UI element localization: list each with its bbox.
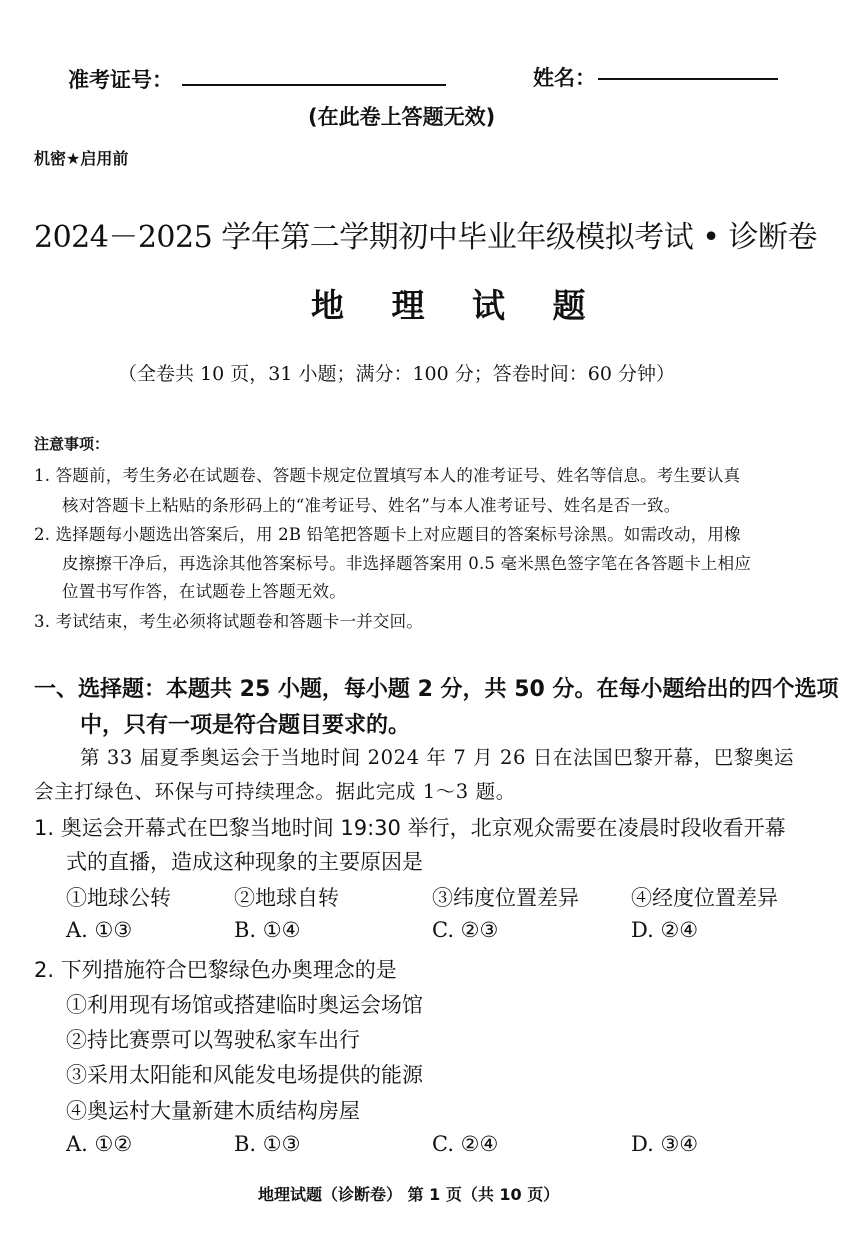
exam-title: 2024－2025 学年第二学期初中毕业年级模拟考试 • 诊断卷 bbox=[34, 220, 817, 255]
note-line-1: 1. 答题前，考生务必在试题卷、答题卡规定位置填写本人的准考证号、姓名等信息。考生要认真 bbox=[34, 466, 741, 485]
subject-title: 地 理 试 题 bbox=[311, 286, 604, 325]
q2-choice-c[interactable]: C. ②④ bbox=[432, 1132, 499, 1156]
q1-stem-line-2: 式的直播，造成这种现象的主要原因是 bbox=[66, 850, 423, 874]
note-line-2: 核对答题卡上粘贴的条形码上的“准考证号、姓名”与本人准考证号、姓名是否一致。 bbox=[62, 496, 681, 515]
invalid-answer-note: (在此卷上答题无效) bbox=[308, 105, 496, 129]
q2-choice-b[interactable]: B. ①③ bbox=[234, 1132, 301, 1156]
q1-item-4: ④经度位置差异 bbox=[631, 886, 778, 910]
note-line-4: 皮擦擦干净后，再选涂其他答案标号。非选择题答案用 0.5 毫米黑色签字笔在各答题卡上相应 bbox=[62, 554, 752, 573]
q1-choice-d[interactable]: D. ②④ bbox=[631, 918, 699, 942]
notes-heading: 注意事项： bbox=[34, 435, 110, 453]
q1-choice-b[interactable]: B. ①④ bbox=[234, 918, 301, 942]
note-line-6: 3. 考试结束，考生必须将试题卷和答题卡一并交回。 bbox=[34, 612, 423, 631]
q2-stem-line-1: 2. 下列措施符合巴黎绿色办奥理念的是 bbox=[34, 958, 397, 982]
name-line bbox=[598, 78, 778, 80]
q2-choice-a[interactable]: A. ①② bbox=[66, 1132, 133, 1156]
passage-line-2: 会主打绿色、环保与可持续理念。据此完成 1～3 题。 bbox=[34, 780, 516, 803]
admission-number-line bbox=[182, 84, 446, 86]
q1-stem-line-1: 1. 奥运会开幕式在巴黎当地时间 19:30 举行，北京观众需要在凌晨时段收看开幕 bbox=[34, 816, 786, 840]
note-line-5: 位置书写作答，在试题卷上答题无效。 bbox=[62, 582, 346, 601]
q2-item-2: ②持比赛票可以驾驶私家车出行 bbox=[66, 1028, 360, 1052]
passage-line-1: 第 33 届夏季奥运会于当地时间 2024 年 7 月 26 日在法国巴黎开幕，巴黎奥运 bbox=[80, 746, 795, 769]
page-footer: 地理试题（诊断卷） 第 1 页（共 10 页） bbox=[258, 1185, 560, 1204]
name-label: 姓名： bbox=[533, 66, 596, 90]
admission-number-label: 准考证号： bbox=[68, 68, 173, 92]
q1-item-1: ①地球公转 bbox=[66, 886, 171, 910]
q2-item-3: ③采用太阳能和风能发电场提供的能源 bbox=[66, 1063, 423, 1087]
q1-item-3: ③纬度位置差异 bbox=[432, 886, 579, 910]
q2-choice-d[interactable]: D. ③④ bbox=[631, 1132, 699, 1156]
q1-choice-a[interactable]: A. ①③ bbox=[66, 918, 133, 942]
secret-label: 机密★启用前 bbox=[34, 149, 129, 168]
q1-item-2: ②地球自转 bbox=[234, 886, 339, 910]
q1-choice-c[interactable]: C. ②③ bbox=[432, 918, 499, 942]
note-line-3: 2. 选择题每小题选出答案后，用 2B 铅笔把答题卡上对应题目的答案标号涂黑。如需改动，用橡 bbox=[34, 525, 741, 544]
q2-item-4: ④奥运村大量新建木质结构房屋 bbox=[66, 1099, 360, 1123]
section-heading-line-2: 中，只有一项是符合题目要求的。 bbox=[80, 713, 411, 738]
section-heading-line-1: 一、选择题：本题共 25 小题，每小题 2 分，共 50 分。在每小题给出的四个选项 bbox=[34, 677, 839, 702]
q2-item-1: ①利用现有场馆或搭建临时奥运会场馆 bbox=[66, 993, 423, 1017]
exam-info: （全卷共 10 页，31 小题；满分：100 分；答卷时间：60 分钟） bbox=[118, 363, 675, 385]
